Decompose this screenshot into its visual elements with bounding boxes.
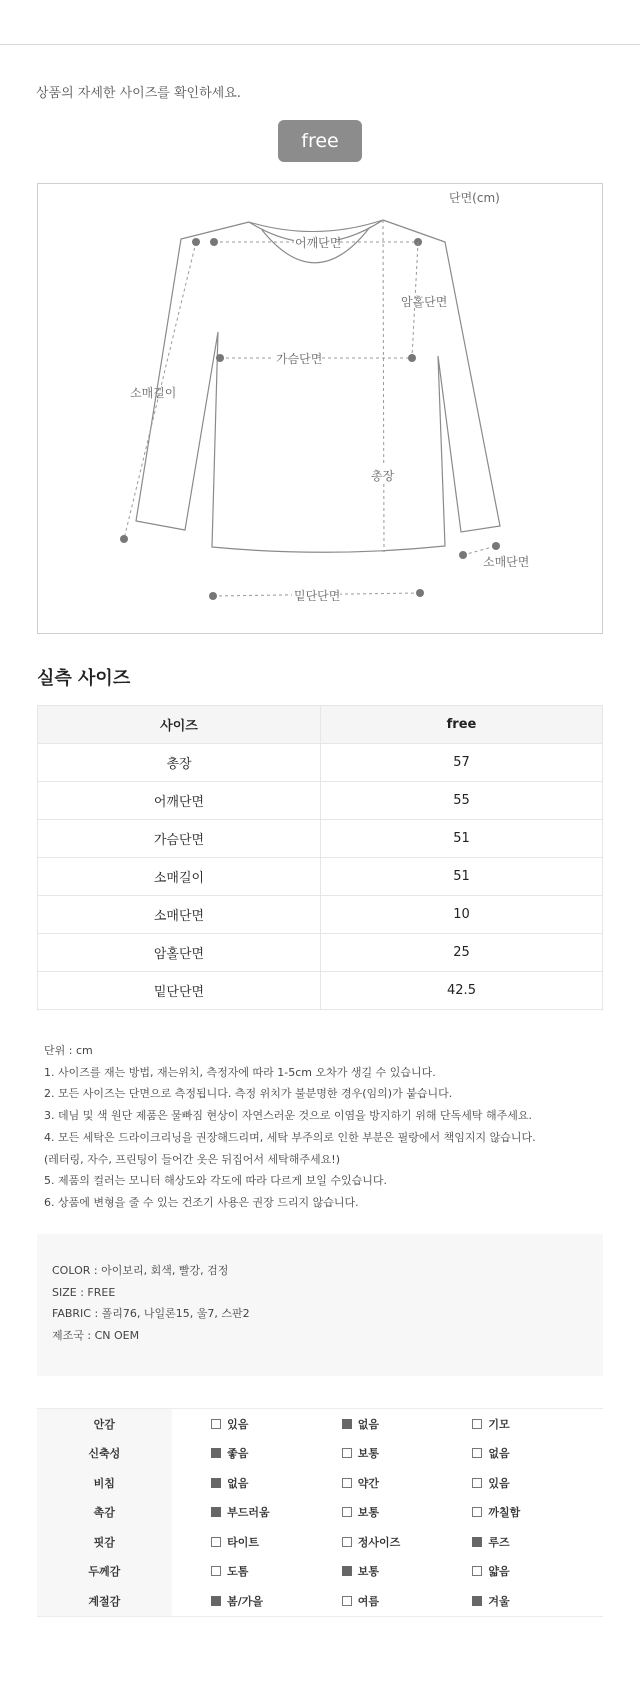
total-length-label: 총장: [371, 469, 395, 483]
feel-row-spacer: [172, 1527, 212, 1557]
feel-option: [472, 1527, 603, 1557]
feel-option-label: 보통: [357, 1447, 380, 1461]
chest-point-right: [408, 354, 416, 362]
armhole-label: 암홀단면: [401, 295, 448, 309]
feel-row-label: 계절감: [37, 1586, 172, 1616]
unchecked-box-icon: [472, 1566, 482, 1576]
fabric-feel-table: [37, 1408, 603, 1617]
info-fabric: FABRIC : 폴리76, 나일론15, 울7, 스판2: [52, 1307, 250, 1321]
note-line: (레터링, 자수, 프린팅이 들어간 옷은 뒤집어서 세탁해주세요!): [44, 1152, 340, 1166]
size-notes: [44, 1040, 536, 1214]
sleeve-length-point-bottom: [120, 535, 128, 543]
feel-option: [472, 1586, 603, 1616]
intro-text: 상품의 자세한 사이즈를 확인하세요.: [36, 86, 241, 101]
feel-row: [37, 1468, 603, 1498]
top-divider: [0, 44, 640, 45]
feel-row-spacer: [172, 1439, 212, 1469]
table-row: [38, 934, 603, 972]
info-color: COLOR : 아이보리, 회색, 빨강, 검정: [52, 1264, 229, 1277]
hem-point-left: [209, 592, 217, 600]
checked-box-icon: [342, 1566, 352, 1576]
checked-box-icon: [472, 1596, 482, 1606]
sleeve-width-point-right: [492, 542, 500, 550]
table-row: [38, 896, 603, 934]
feel-option-label: 없음: [357, 1417, 380, 1431]
feel-option-label: 봄/가을: [227, 1594, 264, 1608]
feel-option: [472, 1409, 603, 1439]
hem-point-right: [416, 589, 424, 597]
hem-label: 밑단단면: [294, 589, 341, 603]
total-length-line: [383, 220, 384, 552]
size-option-pill[interactable]: free: [278, 120, 362, 162]
feel-option: [211, 1586, 342, 1616]
table-row: [38, 858, 603, 896]
feel-option-label: 정사이즈: [357, 1535, 401, 1549]
unchecked-box-icon: [342, 1507, 352, 1517]
feel-option: [342, 1409, 473, 1439]
feel-option-label: 기모: [488, 1417, 510, 1431]
header-free: free: [321, 706, 603, 744]
checked-box-icon: [211, 1448, 221, 1458]
checked-box-icon: [211, 1596, 221, 1606]
row-label: 어깨단면: [38, 782, 321, 820]
feel-option-label: 얇음: [488, 1565, 510, 1579]
shoulder-point-left: [210, 238, 218, 246]
feel-row: [37, 1557, 603, 1587]
row-value: 51: [321, 820, 603, 858]
feel-option: [472, 1439, 603, 1469]
feel-option-label: 없음: [488, 1447, 510, 1461]
unchecked-box-icon: [211, 1537, 221, 1547]
info-size: SIZE : FREE: [52, 1285, 116, 1299]
sleeve-width-label: 소매단면: [483, 555, 530, 569]
feel-row-label: 핏감: [37, 1527, 172, 1557]
feel-row: [37, 1586, 603, 1616]
row-value: 51: [321, 858, 603, 896]
row-label: 밑단단면: [38, 972, 321, 1010]
table-row: [38, 744, 603, 782]
unchecked-box-icon: [211, 1566, 221, 1576]
feel-option: [211, 1409, 342, 1439]
garment-outline: [136, 220, 500, 552]
section-title: 실측 사이즈: [37, 668, 131, 689]
feel-row-label: 두께감: [37, 1557, 172, 1587]
feel-option: [472, 1557, 603, 1587]
unchecked-box-icon: [472, 1507, 482, 1517]
feel-option: [342, 1439, 473, 1469]
unit-label: 단면(cm): [449, 191, 500, 205]
checked-box-icon: [342, 1419, 352, 1429]
feel-option: [342, 1498, 473, 1528]
feel-row-label: 안감: [37, 1409, 172, 1439]
feel-option-label: 있음: [488, 1476, 510, 1490]
feel-option-label: 좋음: [227, 1447, 249, 1461]
feel-row: [37, 1527, 603, 1557]
neckline-back: [249, 220, 383, 232]
note-line: 2. 모든 사이즈는 단면으로 측정됩니다. 측정 위치가 불분명한 경우(임의)가 붙습니다.: [44, 1087, 453, 1101]
note-line: 4. 모든 세탁은 드라이크리닝을 권장해드리며, 세탁 부주의로 인한 부분은 필랑에서 책임지지 않습니다.: [44, 1130, 536, 1144]
row-value: 42.5: [321, 972, 603, 1010]
feel-row-spacer: [172, 1468, 212, 1498]
unchecked-box-icon: [472, 1448, 482, 1458]
row-value: 25: [321, 934, 603, 972]
feel-row-spacer: [172, 1557, 212, 1587]
feel-row-label: 촉감: [37, 1498, 172, 1528]
measurement-table: [37, 705, 603, 1010]
feel-option-label: 까칠함: [488, 1506, 521, 1520]
note-line: 6. 상품에 변형을 줄 수 있는 건조기 사용은 권장 드리지 않습니다.: [44, 1195, 359, 1209]
shoulder-label: 어깨단면: [295, 236, 342, 250]
row-value: 57: [321, 744, 603, 782]
table-row: [38, 820, 603, 858]
sleeve-length-label: 소매길이: [130, 386, 177, 400]
feel-option: [211, 1557, 342, 1587]
row-label: 총장: [38, 744, 321, 782]
feel-option-label: 보통: [357, 1565, 380, 1579]
feel-option-label: 여름: [357, 1594, 380, 1608]
sleeve-length-point-top: [192, 238, 200, 246]
checked-box-icon: [472, 1537, 482, 1547]
row-label: 소매단면: [38, 896, 321, 934]
row-label: 암홀단면: [38, 934, 321, 972]
unchecked-box-icon: [211, 1419, 221, 1429]
garment-diagram-svg: [38, 184, 604, 635]
info-origin: 제조국 : CN OEM: [52, 1329, 140, 1343]
feel-option: [211, 1468, 342, 1498]
feel-row-spacer: [172, 1498, 212, 1528]
feel-option-label: 보통: [357, 1506, 380, 1520]
feel-row-label: 신축성: [37, 1439, 172, 1469]
feel-option: [342, 1586, 473, 1616]
product-info-box: [37, 1234, 603, 1376]
unchecked-box-icon: [342, 1596, 352, 1606]
table-row: [38, 972, 603, 1010]
feel-option: [472, 1468, 603, 1498]
feel-option: [211, 1527, 342, 1557]
feel-option-label: 겨울: [488, 1594, 510, 1608]
feel-row-spacer: [172, 1586, 212, 1616]
feel-option: [211, 1439, 342, 1469]
checked-box-icon: [211, 1478, 221, 1488]
note-line: 5. 제품의 컬러는 모니터 해상도와 각도에 따라 다르게 보일 수있습니다.: [44, 1174, 387, 1188]
table-header-row: [38, 706, 603, 744]
feel-row: [37, 1409, 603, 1439]
feel-option-label: 있음: [227, 1417, 249, 1431]
feel-option: [342, 1468, 473, 1498]
header-size: 사이즈: [38, 706, 321, 744]
feel-option: [211, 1498, 342, 1528]
row-label: 가슴단면: [38, 820, 321, 858]
note-line: 3. 데님 및 색 원단 제품은 물빠짐 현상이 자연스러운 것으로 이염을 방지하기 위해 단독세탁 해주세요.: [44, 1109, 532, 1123]
feel-option: [342, 1557, 473, 1587]
feel-row: [37, 1439, 603, 1469]
feel-option-label: 부드러움: [227, 1506, 270, 1520]
note-line: 단위 : cm: [44, 1044, 93, 1057]
unchecked-box-icon: [342, 1448, 352, 1458]
sleeve-width-point-left: [459, 551, 467, 559]
feel-option-label: 루즈: [488, 1535, 510, 1549]
checked-box-icon: [211, 1507, 221, 1517]
feel-row-spacer: [172, 1409, 212, 1439]
feel-row-label: 비침: [37, 1468, 172, 1498]
feel-option-label: 타이트: [227, 1535, 260, 1549]
feel-option-label: 없음: [227, 1476, 249, 1490]
note-line: 1. 사이즈를 재는 방법, 재는위치, 측정자에 따라 1-5cm 오차가 생길 수 있습니다.: [44, 1065, 436, 1079]
chest-label: 가슴단면: [276, 352, 323, 366]
unchecked-box-icon: [472, 1478, 482, 1488]
row-label: 소매길이: [38, 858, 321, 896]
size-diagram: [37, 183, 603, 634]
table-row: [38, 782, 603, 820]
sleeve-width-line: [463, 546, 496, 555]
feel-option: [472, 1498, 603, 1528]
feel-option: [342, 1527, 473, 1557]
unchecked-box-icon: [472, 1419, 482, 1429]
feel-option-label: 약간: [357, 1476, 380, 1490]
unchecked-box-icon: [342, 1478, 352, 1488]
unchecked-box-icon: [342, 1537, 352, 1547]
chest-point-left: [216, 354, 224, 362]
row-value: 10: [321, 896, 603, 934]
row-value: 55: [321, 782, 603, 820]
feel-option-label: 도톰: [227, 1565, 249, 1579]
feel-row: [37, 1498, 603, 1528]
